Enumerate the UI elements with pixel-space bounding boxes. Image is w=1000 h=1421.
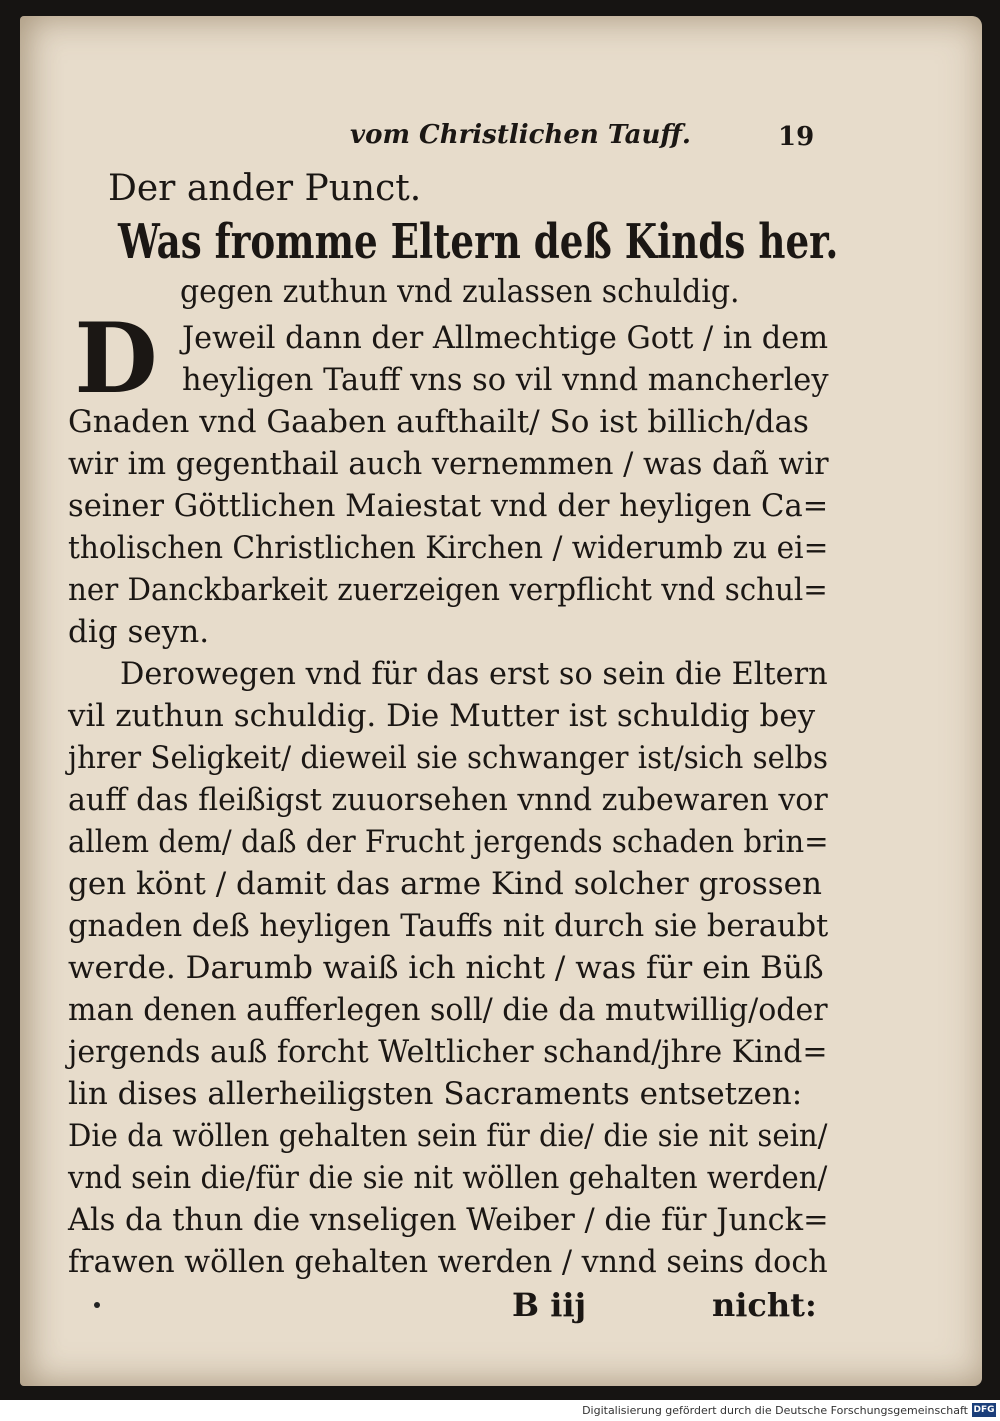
folio-number: 19 [778,122,815,152]
dfg-logo-icon: DFG [973,1405,995,1415]
section-subheading: Der ander Punct. [108,168,422,209]
text-line: seiner Göttlichen Maiestat vnd der heyligen Ca= [68,488,829,524]
text-line: Die da wöllen gehalten sein für die/ die sie nit sein/ [68,1118,828,1154]
text-line: Als da thun die vnseligen Weiber / die für Junck= [68,1202,829,1238]
text-line: wir im gegenthail auch vernemmen / was dañ wir [68,446,829,482]
text-line: frawen wöllen gehalten werden / vnnd seins doch [68,1244,828,1280]
text-line: auff das fleißigst zuuorsehen vnnd zubewaren vor [68,782,828,818]
catchword: nicht: [712,1286,817,1324]
signature-mark: B iij [512,1286,587,1324]
text-line: lin dises allerheiligsten Sacraments entsetzen: [68,1076,803,1112]
text-line: dig seyn. [68,614,210,650]
running-head: vom Christlichen Tauff. [350,120,691,150]
text-line: Gnaden vnd Gaaben aufthailt/ So ist billich/das [68,404,809,440]
text-line: man denen aufferlegen soll/ die da mutwillig/oder [68,992,828,1028]
text-line: vil zuthun schuldig. Die Mutter ist schuldig bey [68,698,816,734]
chapter-title-line-1: Was fromme Eltern deß Kinds her. [118,214,839,270]
footer-credit: Digitalisierung gefördert durch die Deutsche Forschungsgemeinschaft [582,1404,968,1417]
text-line: vnd sein die/für die sie nit wöllen gehalten werden/ [68,1160,828,1196]
chapter-title-line-2: gegen zuthun vnd zulassen schuldig. [180,272,740,310]
text-line: ner Danckbarkeit zuerzeigen verpflicht vnd schul= [68,572,828,608]
text-line: werde. Darumb waiß ich nicht / was für ein Büß [68,950,824,986]
text-line: allem dem/ daß der Frucht jergends schaden brin= [68,824,829,860]
text-line: jergends auß forcht Weltlicher schand/jhre Kind= [68,1034,828,1070]
drop-cap-initial: D [74,302,158,415]
text-line: gnaden deß heyligen Tauffs nit durch sie beraubt [68,908,829,944]
text-line: Derowegen vnd für das erst so sein die Eltern [120,656,828,692]
text-line: tholischen Christlichen Kirchen / widerumb zu ei= [68,530,829,566]
text-line: Jeweil dann der Allmechtige Gott / in dem [182,320,828,356]
text-line: jhrer Seligkeit/ dieweil sie schwanger ist/sich selbs [68,740,828,776]
ink-speck [94,1302,100,1308]
text-line: heyligen Tauff vns so vil vnnd mancherley [182,362,829,398]
text-line: gen könt / damit das arme Kind solcher grossen [68,866,822,902]
